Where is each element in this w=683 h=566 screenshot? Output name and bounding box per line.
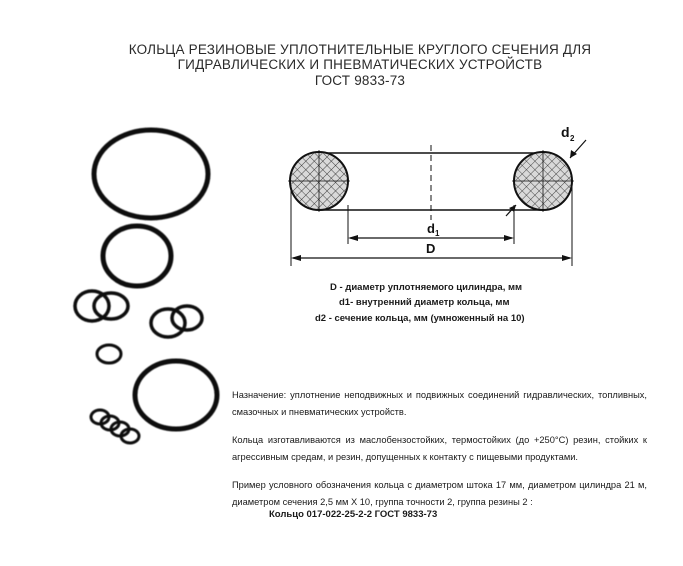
- title-standard: ГОСТ 9833-73: [314, 73, 406, 88]
- legend-d1: d1- внутренний диаметр кольца, мм: [339, 297, 510, 308]
- purpose-paragraph: Назначение: уплотнение неподвижных и подвижных соединений гидравлических, топливных, смазочных и пневматических устройств.: [232, 390, 647, 417]
- example-paragraph: Пример условного обозначения кольца с диаметром штока 17 мм, диаметром цилиндра 21 м, диаметром сечения 2,5 мм Х 10, группа точности 2, группа резины 2 :: [232, 480, 647, 507]
- title-line-2: ГИДРАВЛИЧЕСКИХ И ПНЕВМАТИЧЕСКИХ УСТРОЙСТВ: [177, 57, 543, 72]
- d2-label: d: [561, 124, 570, 140]
- d1-label: d: [427, 221, 435, 236]
- material-paragraph: Кольца изготавливаются из маслобензостойких, термостойких (до +250°С) резин, стойких к агрессивным средам, и резин, допущенных к контакту с пищевыми продуктами.: [232, 435, 647, 462]
- legend-d2: d2 - сечение кольца, мм (умноженный на 10): [315, 313, 525, 324]
- d1-label-subscript: 1: [435, 229, 440, 238]
- title-line-1: КОЛЬЦА РЕЗИНОВЫЕ УПЛОТНИТЕЛЬНЫЕ КРУГЛОГО СЕЧЕНИЯ ДЛЯ: [128, 42, 592, 57]
- example-designation: Кольцо 017-022-25-2-2 ГОСТ 9833-73: [269, 509, 438, 520]
- right-section-circle: [512, 150, 574, 212]
- d2-label-subscript: 2: [570, 134, 575, 143]
- D-label: D: [426, 241, 436, 256]
- legend-D: D - диаметр уплотняемого цилиндра, мм: [330, 282, 523, 293]
- left-section-circle: [288, 150, 350, 212]
